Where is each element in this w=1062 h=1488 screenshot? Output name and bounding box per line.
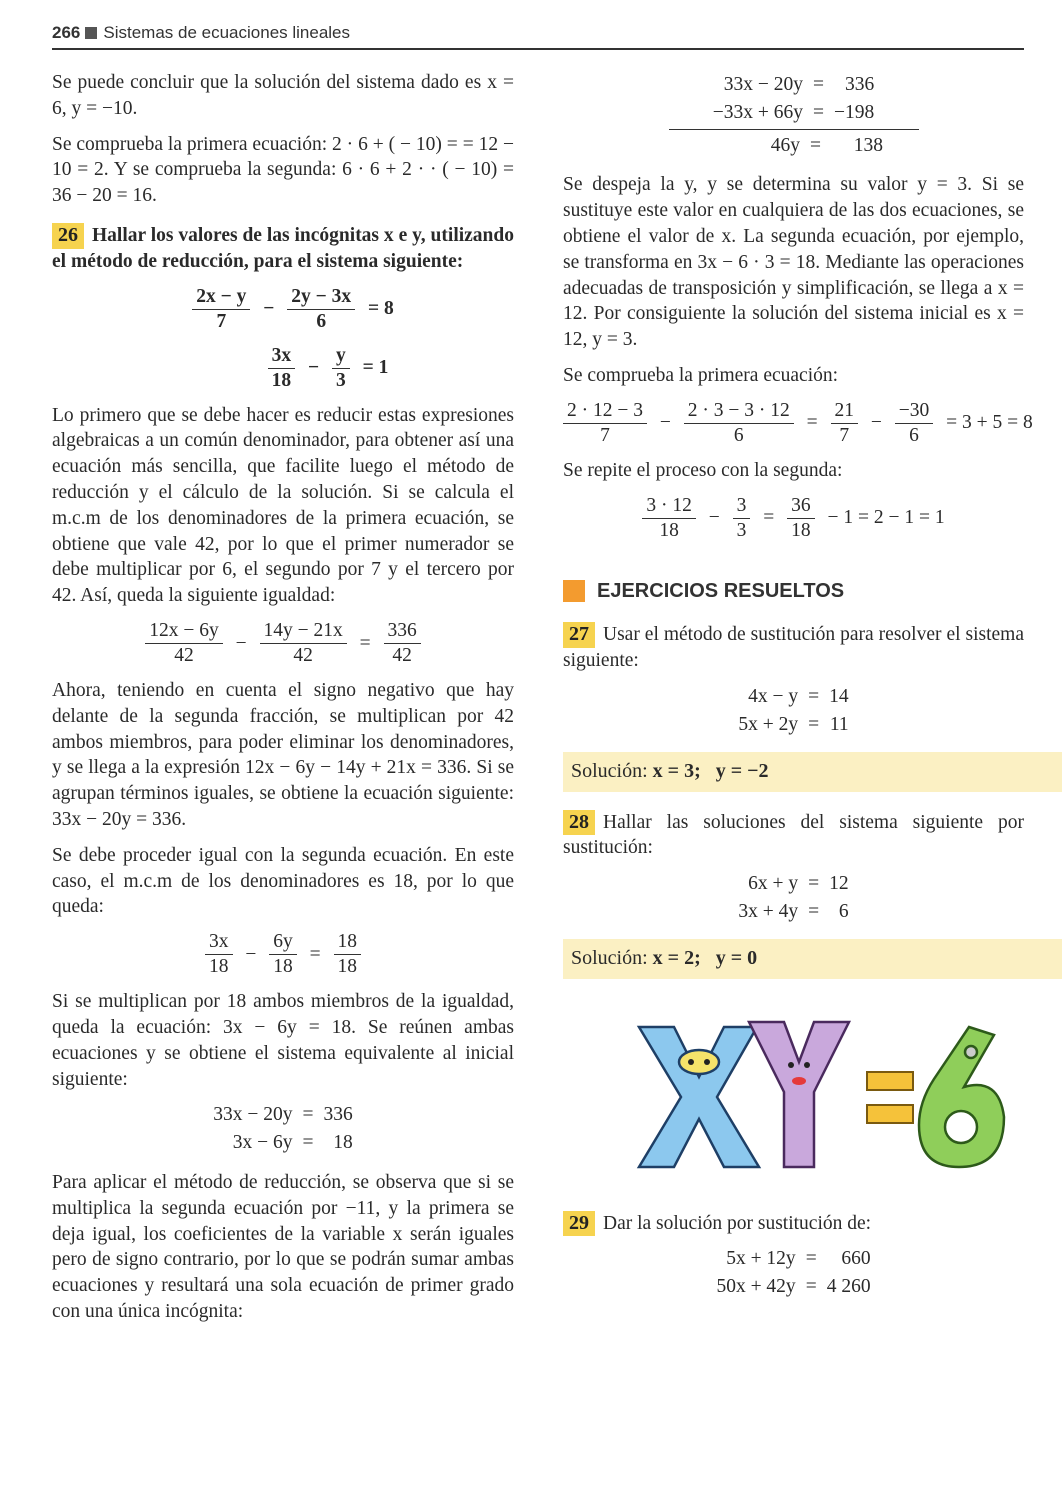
exercise-28 [563,810,1024,862]
paragraph: Para aplicar el método de reducción, se observa que si se multiplica la segunda ecuación por −11, y la primera se deja igual, los coeficientes de la variable x serán iguales pero de signo contrario, por lo que se podrán sumar ambas ecuaciones y resultará una sola ecuación de primer grado con una única incógnita: [52,1171,514,1322]
exercise-statement: Hallar los valores de las incógnitas x e y, utilizando el método de reducción, para el sistema siguiente: [52,224,514,272]
equation: $\frac{12x - 6y}{42}$ − $\frac{14y - 21x}{42}$ = $\frac{336}{42}$ [52,619,514,668]
paragraph: Se debe proceder igual con la segunda ecuación. En este caso, el m.c.m de los denominadores es 18, por lo que queda: [52,844,514,918]
exercise-number: 29 [563,1211,595,1237]
exercise-number: 28 [563,810,595,836]
verification-equation: $\frac{3 \cdot 12}{18}$ − $\frac{3}{3}$ = $\frac{36}{18}$ − 1 = 2 − 1 = 1 [563,494,1024,543]
left-column [52,70,514,1335]
exercise-statement: Usar el método de sustitución para resolver el sistema siguiente: [563,624,1024,672]
paragraph: Se despeja la y, y se determina su valor y = 3. Si se sustituye este valor en cualquiera de las dos ecuaciones, se obtiene el valor de x. La segunda ecuación, por ejemplo, se transforma en 3x − 6 · 3 = 18. Mediante las operaciones adecuadas de transposición y simplificación, se llega a x = 12. Por consiguiente la solución del sistema inicial es x = 12, y = 3. [563,174,1024,351]
y-character [749,1022,849,1167]
equation-system: 4x − y = 14 5x + 2y = 11 [738,685,849,735]
header-square-icon [85,27,97,39]
exercise-statement: Dar la solución por sustitución de: [603,1212,872,1234]
solution-box: Solución: x = 2; y = 0 [563,939,1062,979]
exercise-29 [563,1211,1024,1237]
paragraph: Si se multiplican por 18 ambos miembros de la igualdad, queda la ecuación: 3x − 6y = 18. Se reúnen ambas ecuaciones y se obtiene el sistema equivalente al inicial siguiente: [52,991,514,1090]
verification-equation: $\frac{2 \cdot 12 - 3}{7}$ − $\frac{2 \cdot 3 - 3 \cdot 12}{6}$ = $\frac{21}{7}$ − $\frac{-30}{6}$ = 3 + 5 = 8 [559,399,1024,448]
exercise-number: 27 [563,622,595,648]
section-heading [563,579,1024,605]
sum-line [669,129,919,130]
paragraph: Ahora, teniendo en cuenta el signo negativo que hay delante de la segunda fracción, se multiplican por 42 ambos miembros, para poder eliminar los denominadores, y se llega a la expresión 12x − 6y − 14y + 21x = 336. Si se agrupan términos iguales, se obtiene la ecuación siguiente: 33x − 20y = 336. [52,679,514,830]
equation-system: 33x − 20y = 336 3x − 6y = 18 [213,1104,353,1154]
equation-system: 5x + 12y = 660 50x + 42y = 4 260 [716,1248,871,1298]
exercise-26 [52,223,514,275]
paragraph: Se comprueba la primera ecuación: [563,364,839,386]
section-square-icon [563,580,585,602]
equation: $\frac{3x}{18}$ − $\frac{6y}{18}$ = $\frac{18}{18}$ [52,930,514,979]
section-title: EJERCICIOS RESUELTOS [597,579,845,602]
exercise-statement: Hallar las soluciones del sistema siguiente por sustitución: [563,811,1024,859]
exercise-27 [563,622,1024,674]
paragraph: Se puede concluir que la solución del sistema dado es x = 6, y = −10. [52,72,514,119]
six-character [919,1027,1004,1167]
paragraph: Lo primero que se debe hacer es reducir estas expresiones algebraicas a un común denominador, para obtener así una ecuación más sencilla, que facilite luego el método de reducción y el cálculo de la solución. Si se calcula el m.c.m de los denominadores de la primera ecuación, se obtiene que vale 42, por lo que el primer numerador se debe multiplicar por 6, el segundo por 7 y el tercero por 42. Así, queda la siguiente igualdad: [52,404,514,607]
equation: $\frac{3x}{18}$ − $\frac{y}{3}$ = 1 [142,344,514,393]
equals-sign [867,1072,913,1123]
equation: $\frac{2x - y}{7}$ − $\frac{2y - 3x}{6}$ = 8 [72,285,514,334]
right-column [563,72,1033,1314]
page-number: 266 [52,23,81,42]
chapter-title: Sistemas de ecuaciones lineales [103,23,351,42]
paragraph: Se repite el proceso con la segunda: [563,459,843,481]
equation-system: 6x + y = 12 3x + 4y = 6 [738,873,849,922]
paragraph: Se comprueba la primera ecuación: 2 · 6 + ( − 10) = = 12 − 10 = 2. Y se comprueba la segunda: 6 · 6 + 2 · · ( − 10) = 36 − 20 = 16. [52,133,514,207]
page-header [52,18,1024,50]
exercise-number: 26 [52,223,84,249]
x-character [639,1027,759,1167]
xy-equals-6-illustration [599,1007,1019,1177]
solution-box: Solución: x = 3; y = −2 [563,752,1062,792]
equation-sum: 33x − 20y = 336 −33x + 66y = −198 46y = 138 [669,72,919,158]
